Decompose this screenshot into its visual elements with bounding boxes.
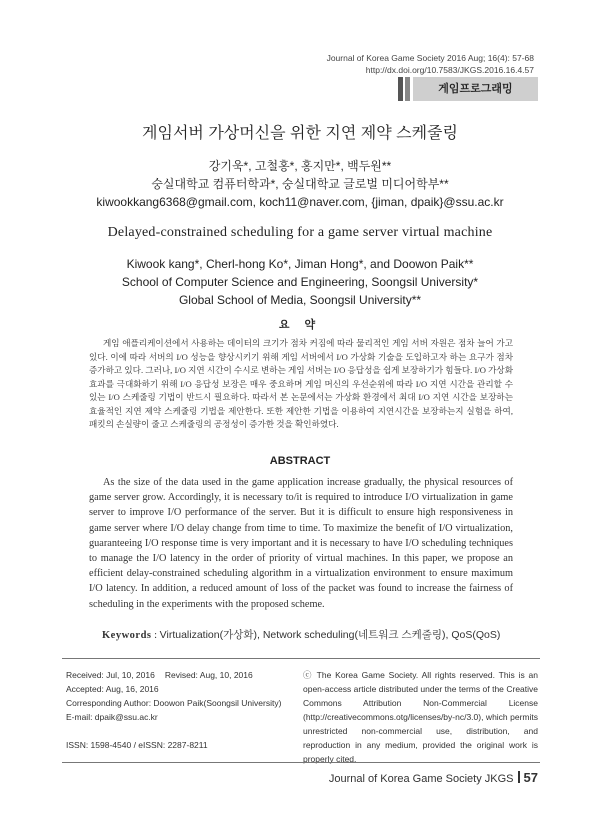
article-history	[66, 668, 296, 752]
abstract-korean-body: 게임 애플리케이션에서 사용하는 데이터의 크기가 점차 커짐에 따라 물리적인 게임 서버 자원은 점차 늘어 가고 있다. 이에 따라 서버의 I/O 성능을 향상시키기 위해 게임 서버에서 I/O 가상화 기술을 도입하고자 하는 요구가 점차 증가하고 있다. 그러나, I/O 지연 시간이 수시로 변하는 게임 서버는 I/O 응답성을 쉽게 보장하기가 힘들다. I/O 가상화 효과를 극대화하기 위해 I/O 응답성 보장은 매우 중요하며 게임 머신의 우선순위에 따라 I/O 지연 시간을 관리할 수 있는 I/O 스케줄링 기법이 반드시 필요하다. 따라서 본 논문에서는 가상화 환경에서 최대 I/O 지연 시간을 보장하는 효율적인 지연 제약 스케줄링 기법을 제안한다. 또한 제안한 기법을 이용하여 지연시간을 보장하는지 실험을 하여, 패킷의 손실량이 줄고 스케줄링의 공정성이 증가한 것을 확인하였다.	[89, 338, 513, 429]
keywords-separator: :	[151, 630, 160, 641]
doi-line: http://dx.doi.org/10.7583/JKGS.2016.16.4.57	[365, 65, 534, 75]
paper-title-english: Delayed-constrained scheduling for a game server virtual machine	[107, 225, 493, 240]
journal-citation	[327, 52, 534, 76]
license-notice: ⓒ The Korea Game Society. All rights reserved. This is an open-access article distributed under the terms of the Creative Commons Attribution Non-Commercial License (http://creativecommons.otg/licenses/by-nc/3.0), which permits unrestricted non-commercial use, distribution, and reproduction in any medium, provided the original work is properly cited.	[303, 670, 538, 764]
revised-date: Revised: Aug, 10, 2016	[164, 670, 253, 680]
section-tag-label: 게임프로그래밍	[413, 77, 538, 101]
divider-top	[62, 658, 540, 659]
journal-line: Journal of Korea Game Society 2016 Aug; 16(4): 57-68	[326, 53, 534, 63]
issn: ISSN: 1598-4540 / eISSN: 2287-8211	[66, 740, 208, 750]
history-dates-row	[66, 668, 296, 682]
footer-journal: Journal of Korea Game Society JKGS	[328, 773, 514, 785]
authors-english	[0, 255, 600, 309]
paper-title-korean: 게임서버 가상머신을 위한 지연 제약 스케줄링	[142, 125, 458, 142]
keywords-values: Virtualization(가상화), Network scheduling(네트워크 스케줄링), QoS(QoS)	[159, 629, 501, 641]
section-tag-bar-light	[405, 77, 410, 101]
corresponding-email: E-mail: dpaik@ssu.ac.kr	[66, 712, 158, 722]
keywords-line	[102, 627, 500, 642]
section-tag	[398, 77, 538, 101]
author-names-korean: 강기욱*, 고철홍*, 홍지만*, 백두원**	[208, 159, 392, 173]
page-footer	[329, 770, 538, 785]
authors-korean	[0, 157, 600, 211]
divider-bottom	[62, 762, 540, 763]
abstract-english-heading: ABSTRACT	[269, 455, 331, 467]
footer-separator	[518, 771, 520, 783]
author-affiliations-korean: 숭실대학교 컴퓨터학과*, 숭실대학교 글로벌 미디어학부**	[151, 177, 449, 191]
keywords-label: Keywords	[102, 630, 152, 641]
author-affiliation-2: Global School of Media, Soongsil University**	[178, 293, 422, 307]
accepted-date: Accepted: Aug, 16, 2016	[66, 684, 159, 694]
abstract-english-body: As the size of the data used in the game application increase gradually, the physical resources of game server grow. Accordingly, it is necessary to/it is required to introduce I/O virtualization in game server to improve I/O performance of the server. But it is difficult to ensure high responsiveness in game server where I/O delay change from time to time. To maximize the benefit of I/O virtualization, guaranteeing I/O response time is very important and it is necessary to have I/O scheduling techniques to manage the I/O latency in the order of priority of virtual machines. In this paper, we propose an efficient delay-constrained scheduling algorithm in a virtualization environment to ensure maximum I/O latency. In addition, a reduced amount of loss of the packet was found to increase the fairness of scheduling in the experiments with the proposed scheme.	[89, 477, 513, 610]
corresponding-author: Corresponding Author: Doowon Paik(Soongsil University)	[66, 698, 282, 708]
author-names-english: Kiwook kang*, Cherl-hong Ko*, Jiman Hong*, and Doowon Paik**	[126, 257, 474, 271]
author-affiliation-1: School of Computer Science and Engineering, Soongsil University*	[121, 275, 479, 289]
author-emails: kiwookkang6368@gmail.com, koch11@naver.com, {jiman, dpaik}@ssu.ac.kr	[96, 195, 504, 209]
section-tag-bar-dark	[398, 77, 403, 101]
abstract-korean-heading: 요 약	[278, 319, 322, 331]
received-date: Received: Jul, 10, 2016	[66, 670, 155, 680]
page-number: 57	[523, 770, 538, 785]
